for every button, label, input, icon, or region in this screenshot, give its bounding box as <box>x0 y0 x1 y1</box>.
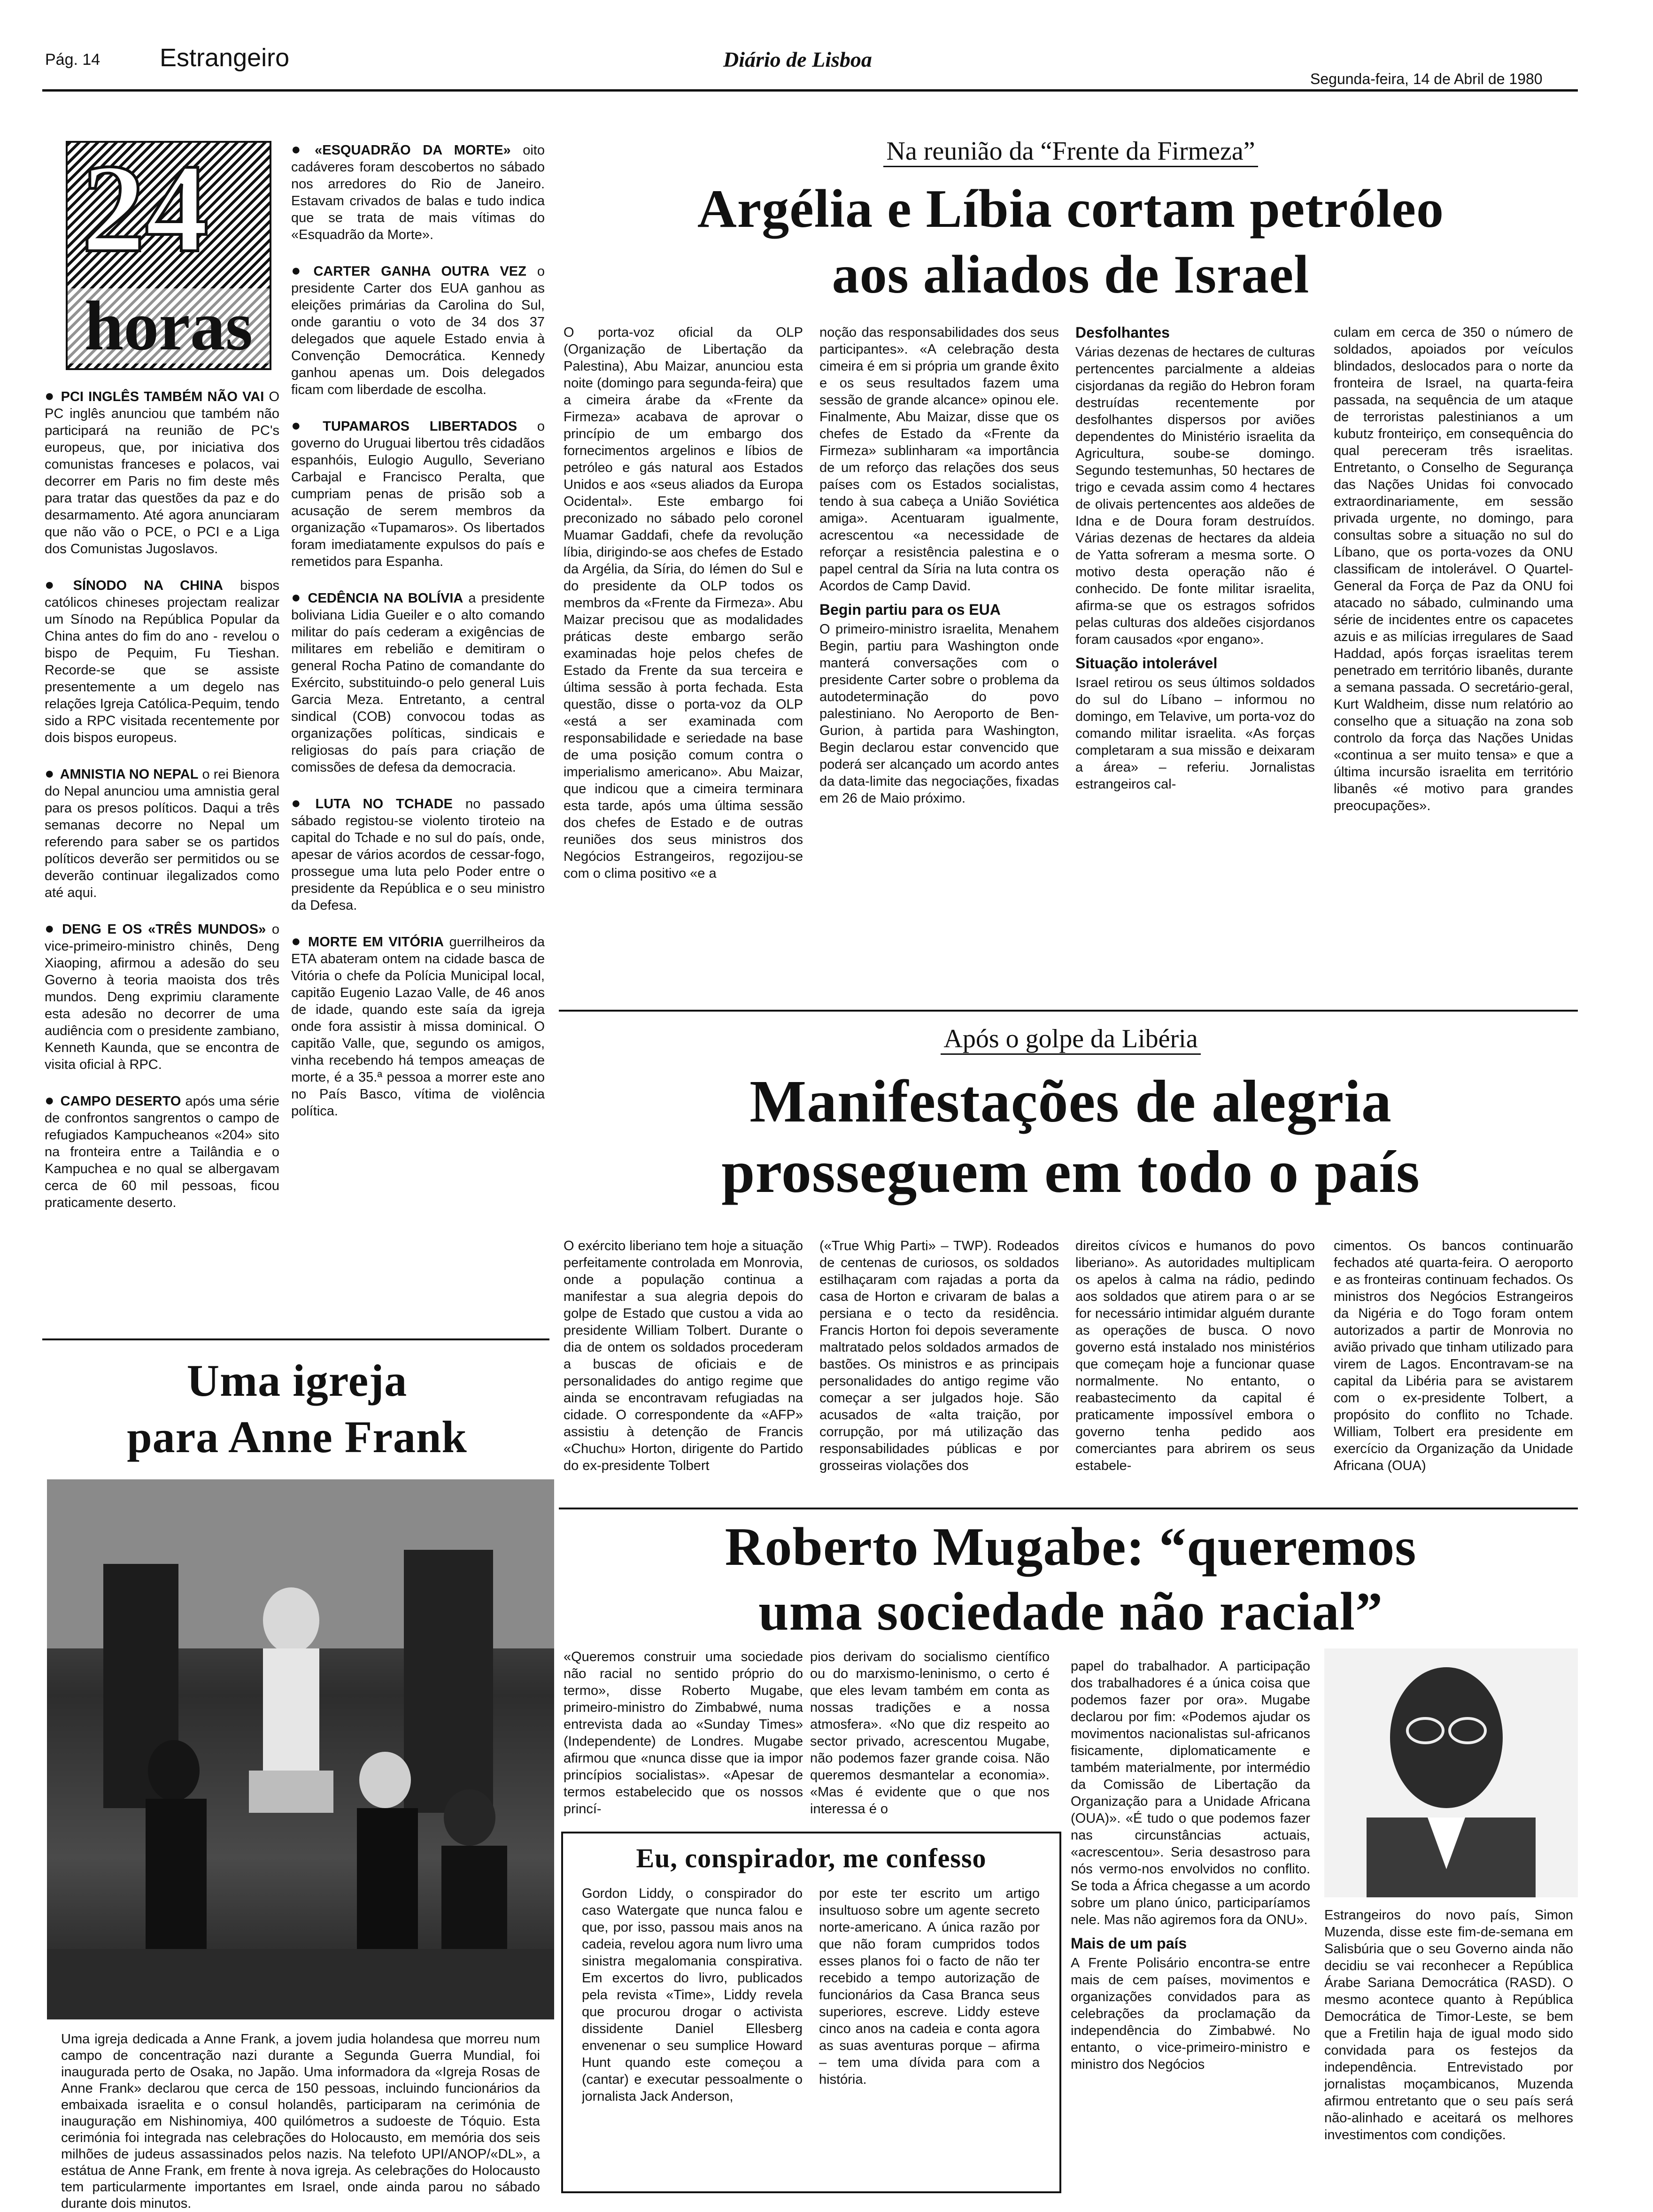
headline-line: para Anne Frank <box>127 1412 467 1462</box>
paragraph: noção das responsabilidades dos seus participantes». «A celebração desta cimeira é em si própria um grande êxito e os seus resultados fazem uma sessão de grande alcance» opinou ele. Finalmente, Abu Maizar, disse que os chefes de Estado da «Frente da Firmeza» sublinharam «a importância de um reforço das relações dos seus países com os Estados socialistas, tendo à sua cabeça a União Soviética amiga». Acentuaram igualmente, acrescentou «a necessidade de reforçar a resistência palestina e o papel central da Síria na luta contra os Acordos de Camp David. <box>819 325 1059 594</box>
brief-title: CEDÊNCIA NA BOLÍVIA <box>308 591 463 606</box>
article-column: cimentos. Os bancos continuarão fechados até quarta-feira. O aeroporto e as fronteiras continuam fechados. Os ministros dos Negócios Estrangeiros da Nigéria e do Togo foram ontem autorizados a partir de Monrovia no avião privado que tinham utilizado para virem de Lagos. Encontravam-se na capital da Libéria para se avistarem com o ex-presidente Tolbert, a propósito do conflito no Tchade. William, Tolbert era presidente em exercício da Organização da Unidade Africana (OUA) <box>1334 1238 1573 1473</box>
article-column: direitos cívicos e humanos do povo liberiano». As autoridades multiplicam os apelos à calma na rádio, pedindo aos soldados que atirem para o ar se for necessário intimidar alguém durante as operações de busca. O novo governo está instalado nos ministérios que começam hoje a funcionar quase normalmente. No entanto, o reabastecimento da capital é praticamente impossível embora o governo tenha pedido aos comerciantes para abrirem os seus estabele- <box>1075 1238 1315 1473</box>
anne-frank-statue-photo <box>47 1479 554 2019</box>
article-kicker: Após o golpe da Libéria <box>564 1024 1578 1054</box>
paragraph: A Frente Polisário encontra-se entre mais de cem países, movimentos e organizações convidados para as celebrações da proclamação da independência do Zimbabwé. No entanto, o vice-primeiro-ministro e ministro dos Negócios <box>1071 1956 1310 2072</box>
subheading: Mais de um país <box>1071 1935 1187 1952</box>
section-rule <box>559 1010 1578 1012</box>
brief-item <box>45 387 279 557</box>
article-column: («True Whig Parti» – TWP). Rodeados de centenas de curiosos, os soldados estilhaçaram com rajadas a porta da casa de Horton e crivaram de balas a persiana e o tecto da residência. Francis Horton foi depois severamente maltratado pelos soldados armados de bastões. Os ministros e as principais personalidades do antigo regime vão começar a ser julgados hoje. São acusados de «alta traição, por corrupção, por má utilização das responsabilidades públicas e por grosseiras violações dos <box>819 1238 1059 1473</box>
article-kicker: Na reunião da “Frente da Firmeza” <box>564 136 1578 166</box>
bullet-icon: ● <box>45 920 57 937</box>
bullet-icon: ● <box>291 262 308 279</box>
section-title: Estrangeiro <box>160 44 290 72</box>
bullet-icon: ● <box>291 417 317 434</box>
brief-item <box>291 141 545 243</box>
brief-body: o presidente Carter dos EUA ganhou as eleições primárias da Carolina do Sul, onde garantiu o voto de 34 dos 37 delegados que aquele Estado envia à Convenção Democrática. Kennedy ganhou apenas um. Dois delegados ficam com liberdade de escolha. <box>291 264 545 397</box>
subheading: Begin partiu para os EUA <box>819 601 1001 618</box>
brief-body: após uma série de confrontos sangrentos o campo de refugiados Kampucheanos «204» sito na fronteira entre a Tailândia e o Kampuchea e no qual se albergavam cerca de 60 mil pessoas, ficou praticamente deserto. <box>45 1094 279 1210</box>
brief-item <box>291 417 545 570</box>
photo-illustration <box>47 1479 554 2019</box>
brief-item <box>45 1092 279 1211</box>
article-column <box>819 324 1059 982</box>
headline-line: Manifestações de alegria <box>749 1068 1392 1135</box>
bullet-icon: ● <box>45 1091 55 1109</box>
brief-body: a presidente boliviana Lidia Gueiler e o alto comando militar do país cederam a exigências de militares em rebelião e demitiram o general Rocha Patino de comandante do Exército, substituindo-o pelo general Luis Garcia Meza. Entretanto, a central sindical (COB) convocou todas as organizações políticas, sindicais e religiosas do país para criação de comissões de defesa da democracia. <box>291 591 545 775</box>
brief-item <box>291 589 545 776</box>
brief-title: SÍNODO NA CHINA <box>73 578 223 593</box>
brief-body: oito cadáveres foram descobertos no sábado nos arredores do Rio de Janeiro. Estavam crivados de balas e tudo indica que se trata de mais vítimas do «Esquadrão da Morte». <box>291 143 545 242</box>
paragraph: papel do trabalhador. A participação dos trabalhadores é a única coisa que podemos fazer por ora». Mugabe declarou por fim: «Podemos ajudar os movimentos nacionalistas sul-africanos fisicamente, diplomaticamente e também materialmente, por intermédio da Comissão de Libertação da Organização para a Unidade Africana (OUA)». «É tudo o que podemos fazer nas circunstâncias actuais, «acrescentou». Seria desastroso para nós vermo-nos envolvidos no conflito. Se toda a África chegasse a um acordo sobre um plano único, participaríamos nele. Mas não agiremos fora da ONU». <box>1071 1659 1310 1927</box>
brief-item <box>291 795 545 914</box>
briefs-column-left <box>45 387 279 1230</box>
brief-item <box>45 765 279 901</box>
article-headline <box>564 1515 1578 1644</box>
article-column: Gordon Liddy, o conspirador do caso Watergate que nunca falou e que, por isso, passou mais anos na cadeia, revelou agora num livro uma sinistra megalomania conspirativa. Em excertos do livro, publicados pela revista «Time», Liddy revela que procurou drogar o activista dissidente Daniel Ellesberg envenenar o seu sumplice Howard Hunt quando este começou a (cantar) e executar pessoalmente o jornalista Jack Anderson, <box>582 1886 803 2104</box>
article-column <box>1075 324 1315 982</box>
headline-line: uma sociedade não racial” <box>758 1582 1383 1642</box>
article-column: culam em cerca de 350 o número de soldados, apoiados por veículos blindados, deslocados para o norte da fronteira de Israel, na quarta-feira passada, na sequência de um ataque de terroristas palestinianos a um kubutz fronteiriço, em consequência do qual pereceram três israelitas. Entretanto, o Conselho de Segurança das Nações Unidas foi convocado extraordinariamente, em sessão privada urgente, no domingo, para consultas sobre a situação no sul do Líbano, que os porta-vozes da ONU classificam de intolerável. O Quartel-General da Força de Paz da ONU foi atacado no sábado, culminando uma série de incidentes entre os capacetes azuis e as milícias irregulares de Saad Haddad, após forças israelitas terem penetrado em território libanês, durante a semana passada. O secretário-geral, Kurt Waldheim, disse num relatório ao conselho que a situação na zona sob controlo da força das Nações Unidas «continua a ser muito tensa» e que a última incursão israelita em território libanês «é motivo para grandes preocupações». <box>1334 325 1573 813</box>
headline-line: Roberto Mugabe: “queremos <box>725 1517 1417 1577</box>
article-column: pios derivam do socialismo científico ou do marxismo-leninismo, o certo é que eles levam também em conta as nossas tradições e a nossa atmosfera». «No que diz respeito ao sector privado, acrescentou Mugabe, não podemos fazer grande coisa. Não queremos desmantelar a economia». «Mas é evidente que o que nos interessa é o <box>810 1649 1050 1817</box>
headline-line: Argélia e Líbia cortam petróleo <box>697 179 1444 239</box>
bullet-icon: ● <box>45 387 55 405</box>
brief-body: no passado sábado registou-se violento tiroteio na capital do Tchade e no sul do país, onde, apesar de vários acordos de cessar-fogo, prossegue uma luta pelo Poder entre o presidente da República e o seu ministro da Defesa. <box>291 797 545 913</box>
header-rule <box>42 89 1578 92</box>
mugabe-portrait-photo <box>1324 1648 1578 1897</box>
brief-title: AMNISTIA NO NEPAL <box>60 767 199 782</box>
portrait-illustration <box>1324 1648 1578 1897</box>
logo-number: 24 <box>82 138 209 278</box>
brief-body: o governo do Uruguai libertou três cidadãos espanhóis, Eulogio Augullo, Severiano Carbajal e Francisco Peralta, que cumpriam penas de prisão sob a acusação de serem membros da organização «Tupamaros». Os libertados foram imediatamente expulsos do país e remetidos para Espanha. <box>291 419 545 569</box>
brief-body: guerrilheiros da ETA abateram ontem na cidade basca de Vitória o chefe da Polícia Municipal local, capitão Eugenio Lazao Valle, de 46 anos de idade, quando este saía da igreja onde fora assistir à missa dominical. O capitão Valle, que, segundo os amigos, vinha recebendo há tempos ameaças de morte, é a 35.ª pessoa a morrer este ano no País Basco, vítima de violência política. <box>291 935 545 1119</box>
brief-title: LUTA NO TCHADE <box>315 797 453 812</box>
headline-line: prosseguem em todo o país <box>721 1138 1420 1205</box>
paragraph: O primeiro-ministro israelita, Menahem Begin, partiu para Washington onde manterá conversações com o presidente Carter sobre o problema da autodeterminação do povo palestiniano. No Aeroporto de Ben-Gurion, à partida para Washington, Begin declarou estar convencido que poderá ser alcançado um acordo antes da data-limite das negociações, fixadas em 26 de Maio próximo. <box>819 622 1059 806</box>
24-horas-logo <box>66 138 271 370</box>
article-column: O porta-voz oficial da OLP (Organização de Libertação da Palestina), Abu Maizar, anunciou esta noite (domingo para segunda-feira) que a cimeira árabe da «Frente da Firmeza» acabava de aprovar o princípio de um embargo dos fornecimentos argelinos e líbios de petróleo e gás natural aos Estados Unidos e aos «seus aliados da Europa Ocidental». Este embargo foi preconizado no sábado pelo coronel Muamar Gaddafi, chefe da revolução líbia, dirigindo-se aos chefes de Estado da Argélia, da Síria, do Iémen do Sul e do presidente da OLP todos os membros da «Frente da Firmeza». Abu Maizar precisou que as modalidades práticas deste embargo serão examinadas hoje pelos chefes de Estado da Frente da sua terceira e última sessão à porta fechada. Esta questão, disse o porta-voz da OLP «está a ser examinada com responsabilidade e seriedade na base de uma posição comum contra o imperialismo americano». Abu Maizar, que indicou que a cimeira terminara esta tarde, após uma última sessão dos chefes de Estado e de outras reuniões dos seus ministros dos Negócios Estrangeiros, regozijou-se com o clima positivo «e a <box>564 325 803 881</box>
bullet-icon: ● <box>291 588 302 606</box>
logo-word: horas <box>68 288 270 364</box>
box-headline: Eu, conspirador, me confesso <box>636 1843 987 1873</box>
headline-line: Uma igreja <box>186 1355 408 1406</box>
briefs-column-right <box>291 141 545 1138</box>
boxed-article <box>561 1832 1061 2193</box>
headline-line: aos aliados de Israel <box>832 245 1310 305</box>
brief-item <box>291 262 545 398</box>
brief-title: PCI INGLÊS TAMBÉM NÃO VAI <box>61 389 264 404</box>
paragraph: Várias dezenas de hectares de culturas pertencentes parcialmente a aldeias cisjordanas da região do Hebron foram destruídas recentemente por desfolhantes dispersos por aviões dependentes do Ministério israelita da Agricultura, soube-se domingo. Segundo testemunhas, 50 hectares de trigo e cevada assim como 4 hectares de olivais pertencentes aos aldeões de Idna e de Doura foram destruídos. Várias dezenas de hectares da aldeia de Yatta sofreram a mesma sorte. O motivo desta operação não é conhecido. De fonte militar israelita, afirma-se que os estragos sofridos pelas culturas dos aldeões cisjordanos foram causados «por engano». <box>1075 345 1315 647</box>
bullet-icon: ● <box>45 576 68 594</box>
article-column: O exército liberiano tem hoje a situação perfeitamente controlada em Monrovia, onde a população continua a manifestar a sua alegria depois do golpe de Estado que custou a vida ao presidente William Tolbert. Durante o dia de ontem os soldados procederam a buscas de oficiais e de personalidades do antigo regime que ainda se encontravam refugiadas na cidade. O correspondente da «AFP» assistiu à detenção de Francis «Chuchu» Horton, dirigente do Partido do ex-presidente Tolbert <box>564 1238 803 1473</box>
brief-item <box>45 920 279 1073</box>
bullet-icon: ● <box>291 794 310 812</box>
section-rule <box>42 1338 549 1340</box>
bullet-icon: ● <box>291 932 303 950</box>
brief-body: o vice-primeiro-ministro chinês, Deng Xiaoping, afirmou a adesão do seu Governo à teoria maoista dos três mundos. Deng exprimiu claramente esta adesão no decorrer de uma audiência com o presidente zambiano, Kenneth Kaunda, que se encontra de visita oficial à RPC. <box>45 922 279 1072</box>
brief-body: o rei Bienora do Nepal anunciou uma amnistia geral para os presos políticos. Daqui a três semanas decorre no Nepal um referendo para saber se os partidos políticos deverão ser permitidos ou se deverão continuar ilegalizados como até aqui. <box>45 767 279 900</box>
brief-item <box>291 933 545 1120</box>
article-column: Estrangeiros do novo país, Simon Muzenda, disse este fim-de-semana em Salisbúria que o seu Governo ainda não decidiu se vai reconhecer a República Árabe Sariana Democrática (RASD). O mesmo acontece quanto à República Democrática de Timor-Leste, se bem que a Fretilin haja de igual modo sido convidada para os festejos da independência. Entrevistado por jornalistas moçambicanos, Muzenda afirmou entretanto que o seu país será não-alinhado e aceitará os melhores investimentos com condições. <box>1324 1908 1573 2142</box>
paragraph: Israel retirou os seus últimos soldados do sul do Líbano – informou no domingo, em Telavive, um porta-voz do comando militar israelita. «As forças completaram a sua missão e deixaram a área» – referiu. Jornalistas estrangeiros cal- <box>1075 675 1315 792</box>
article-column: por este ter escrito um artigo insultuoso sobre um agente secreto norte-americano. A única razão por que não foram cumpridos todos esses planos foi o facto de não ter recebido a tempo autorização de funcionários da Casa Branca seus superiores, escreve. Liddy esteve cinco anos na cadeia e conta agora as suas aventuras porque – afirma – tem uma dívida para com a história. <box>819 1886 1040 2087</box>
article-headline <box>564 176 1578 308</box>
brief-title: «ESQUADRÃO DA MORTE» <box>315 143 511 158</box>
brief-item <box>45 576 279 746</box>
brief-title: CARTER GANHA OUTRA VEZ <box>313 264 526 279</box>
page-number: Pág. 14 <box>45 51 100 69</box>
brief-title: MORTE EM VITÓRIA <box>308 935 444 950</box>
article-headline <box>564 1066 1578 1207</box>
bullet-icon: ● <box>291 140 309 158</box>
brief-title: DENG E OS «TRÊS MUNDOS» <box>62 922 266 937</box>
article-column: «Queremos construir uma sociedade não racial no sentido próprio do termo», disse Roberto Mugabe, primeiro-ministro do Zimbabwé, numa entrevista dada ao «Sunday Times» (Independente) de Londres. Mugabe afirmou que «nunca disse que ia impor princípios socialistas». «Apesar de termos estabelecido que os nossos princí- <box>564 1649 803 1817</box>
photo-caption: Uma igreja dedicada a Anne Frank, a jovem judia holandesa que morreu num campo de concentração nazi durante a Segunda Guerra Mundial, foi inaugurada perto de Osaka, no Japão. Uma informadora da «Igreja Rosas de Anne Frank» declarou que cerca de 150 pessoas, incluindo funcionários da embaixada israelita e o consul holandês, participaram na cerimónia de inauguração em Nishinomiya, 400 quilómetros a sudoeste de Tóquio. Esta cerimónia foi integrada nas celebrações do Holocausto, em memória dos seis milhões de judeus assassinados pelos nazis. Na telefoto UPI/ANOP/«DL», a estátua de Anne Frank, em frente à nova igreja. As celebrações do Holocausto tem particularmente importantes em Israel, onde ainda parou no sábado durante dois minutos. <box>61 2032 540 2211</box>
brief-body: bispos católicos chineses projectam realizar um Sínodo na República Popular da China antes do fim do ano - revelou o bispo de Pequim, Fu Tieshan. Recorde-se que se assiste presentemente a um degelo nas relações Igreja Católica-Pequim, tendo sido a RPC visitada recentemente por dois bispos europeus. <box>45 578 279 745</box>
brief-body: O PC inglês anunciou que também não participará na reunião de PC's europeus, que, por iniciativa dos comunistas franceses e polacos, vai decorrer em Paris no fim deste mês para tratar das questões da paz e do desarmamento. Até agora anunciaram que não vão o PCE, o PCI e a Liga dos Comunistas Jugoslavos. <box>45 389 279 557</box>
brief-title: CAMPO DESERTO <box>60 1094 181 1109</box>
subheading: Situação intolerável <box>1075 655 1218 672</box>
masthead: Diário de Lisboa <box>723 47 872 71</box>
section-rule <box>559 1508 1578 1509</box>
article-column <box>1071 1658 1310 2203</box>
subheading: Desfolhantes <box>1075 324 1170 341</box>
article-headline <box>45 1353 549 1465</box>
bullet-icon: ● <box>45 765 54 782</box>
issue-date: Segunda-feira, 14 de Abril de 1980 <box>1310 70 1543 87</box>
brief-title: TUPAMAROS LIBERTADOS <box>323 419 518 434</box>
